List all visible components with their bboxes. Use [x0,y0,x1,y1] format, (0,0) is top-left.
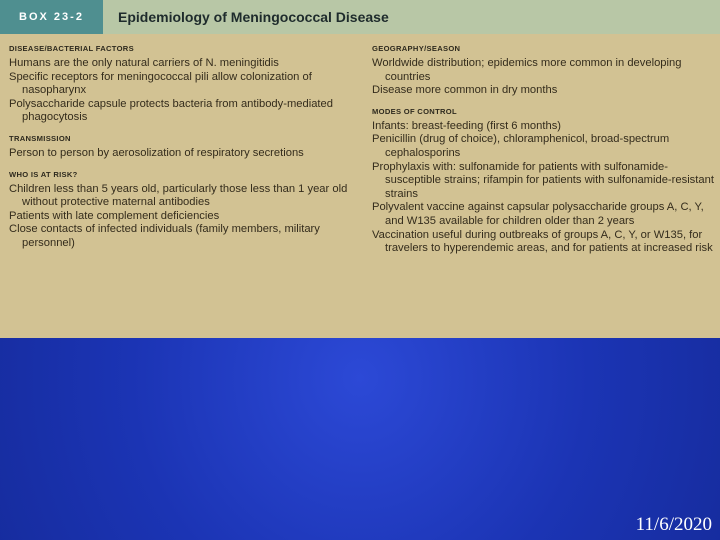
list-item: Close contacts of infected individuals (family members, military personnel) [9,223,320,249]
section-heading: TRANSMISSION [9,133,71,143]
list-item: Prophylaxis with: sulfonamide for patients with sulfonamide-susceptible strains; rifampin for patients with sulfonamide-resistant strains [372,160,714,200]
left-column [9,44,361,260]
right-column [372,44,714,265]
list-item: Person to person by aerosolization of respiratory secretions [9,146,304,159]
list-item: Penicillin (drug of choice), chloramphenicol, broad-spectrum cephalosporins [372,133,670,159]
section-modes-of-control [372,107,714,256]
section-heading: WHO IS AT RISK? [9,169,78,179]
list-item: Vaccination useful during outbreaks of groups A, C, Y, or W135, for travelers to hyperendemic areas, and for patients at increased risk [372,228,713,255]
list-item: Children less than 5 years old, particularly those less than 1 year old without protective maternal antibodies [9,182,348,209]
section-disease-factors [9,44,361,125]
section-heading: DISEASE/BACTERIAL FACTORS [9,44,134,53]
section-heading: MODES OF CONTROL [372,106,457,116]
list-item: Worldwide distribution; epidemics more common in developing countries [372,57,682,83]
list-item: Infants: breast-feeding (first 6 months) [372,119,562,132]
box-number-label: BOX 23-2 [0,0,103,34]
section-who-at-risk [9,170,361,251]
list-item: Polysaccharide capsule protects bacteria from antibody-mediated phagocytosis [9,97,333,124]
box-header [0,0,720,34]
box-title: Epidemiology of Meningococcal Disease [118,9,389,25]
section-transmission [9,134,361,161]
section-heading: GEOGRAPHY/SEASON [372,44,461,53]
section-geography-season [372,44,714,98]
list-item: Specific receptors for meningococcal pili allow colonization of nasopharynx [9,70,312,97]
list-item: Disease more common in dry months [372,84,558,97]
slide-date: 11/6/2020 [635,514,712,535]
list-item: Patients with late complement deficiencies [9,209,220,222]
list-item: Humans are the only natural carriers of N. meningitidis [9,57,279,69]
list-item: Polyvalent vaccine against capsular polysaccharide groups A, C, Y, and W135 available for children older than 2 years [372,201,704,227]
